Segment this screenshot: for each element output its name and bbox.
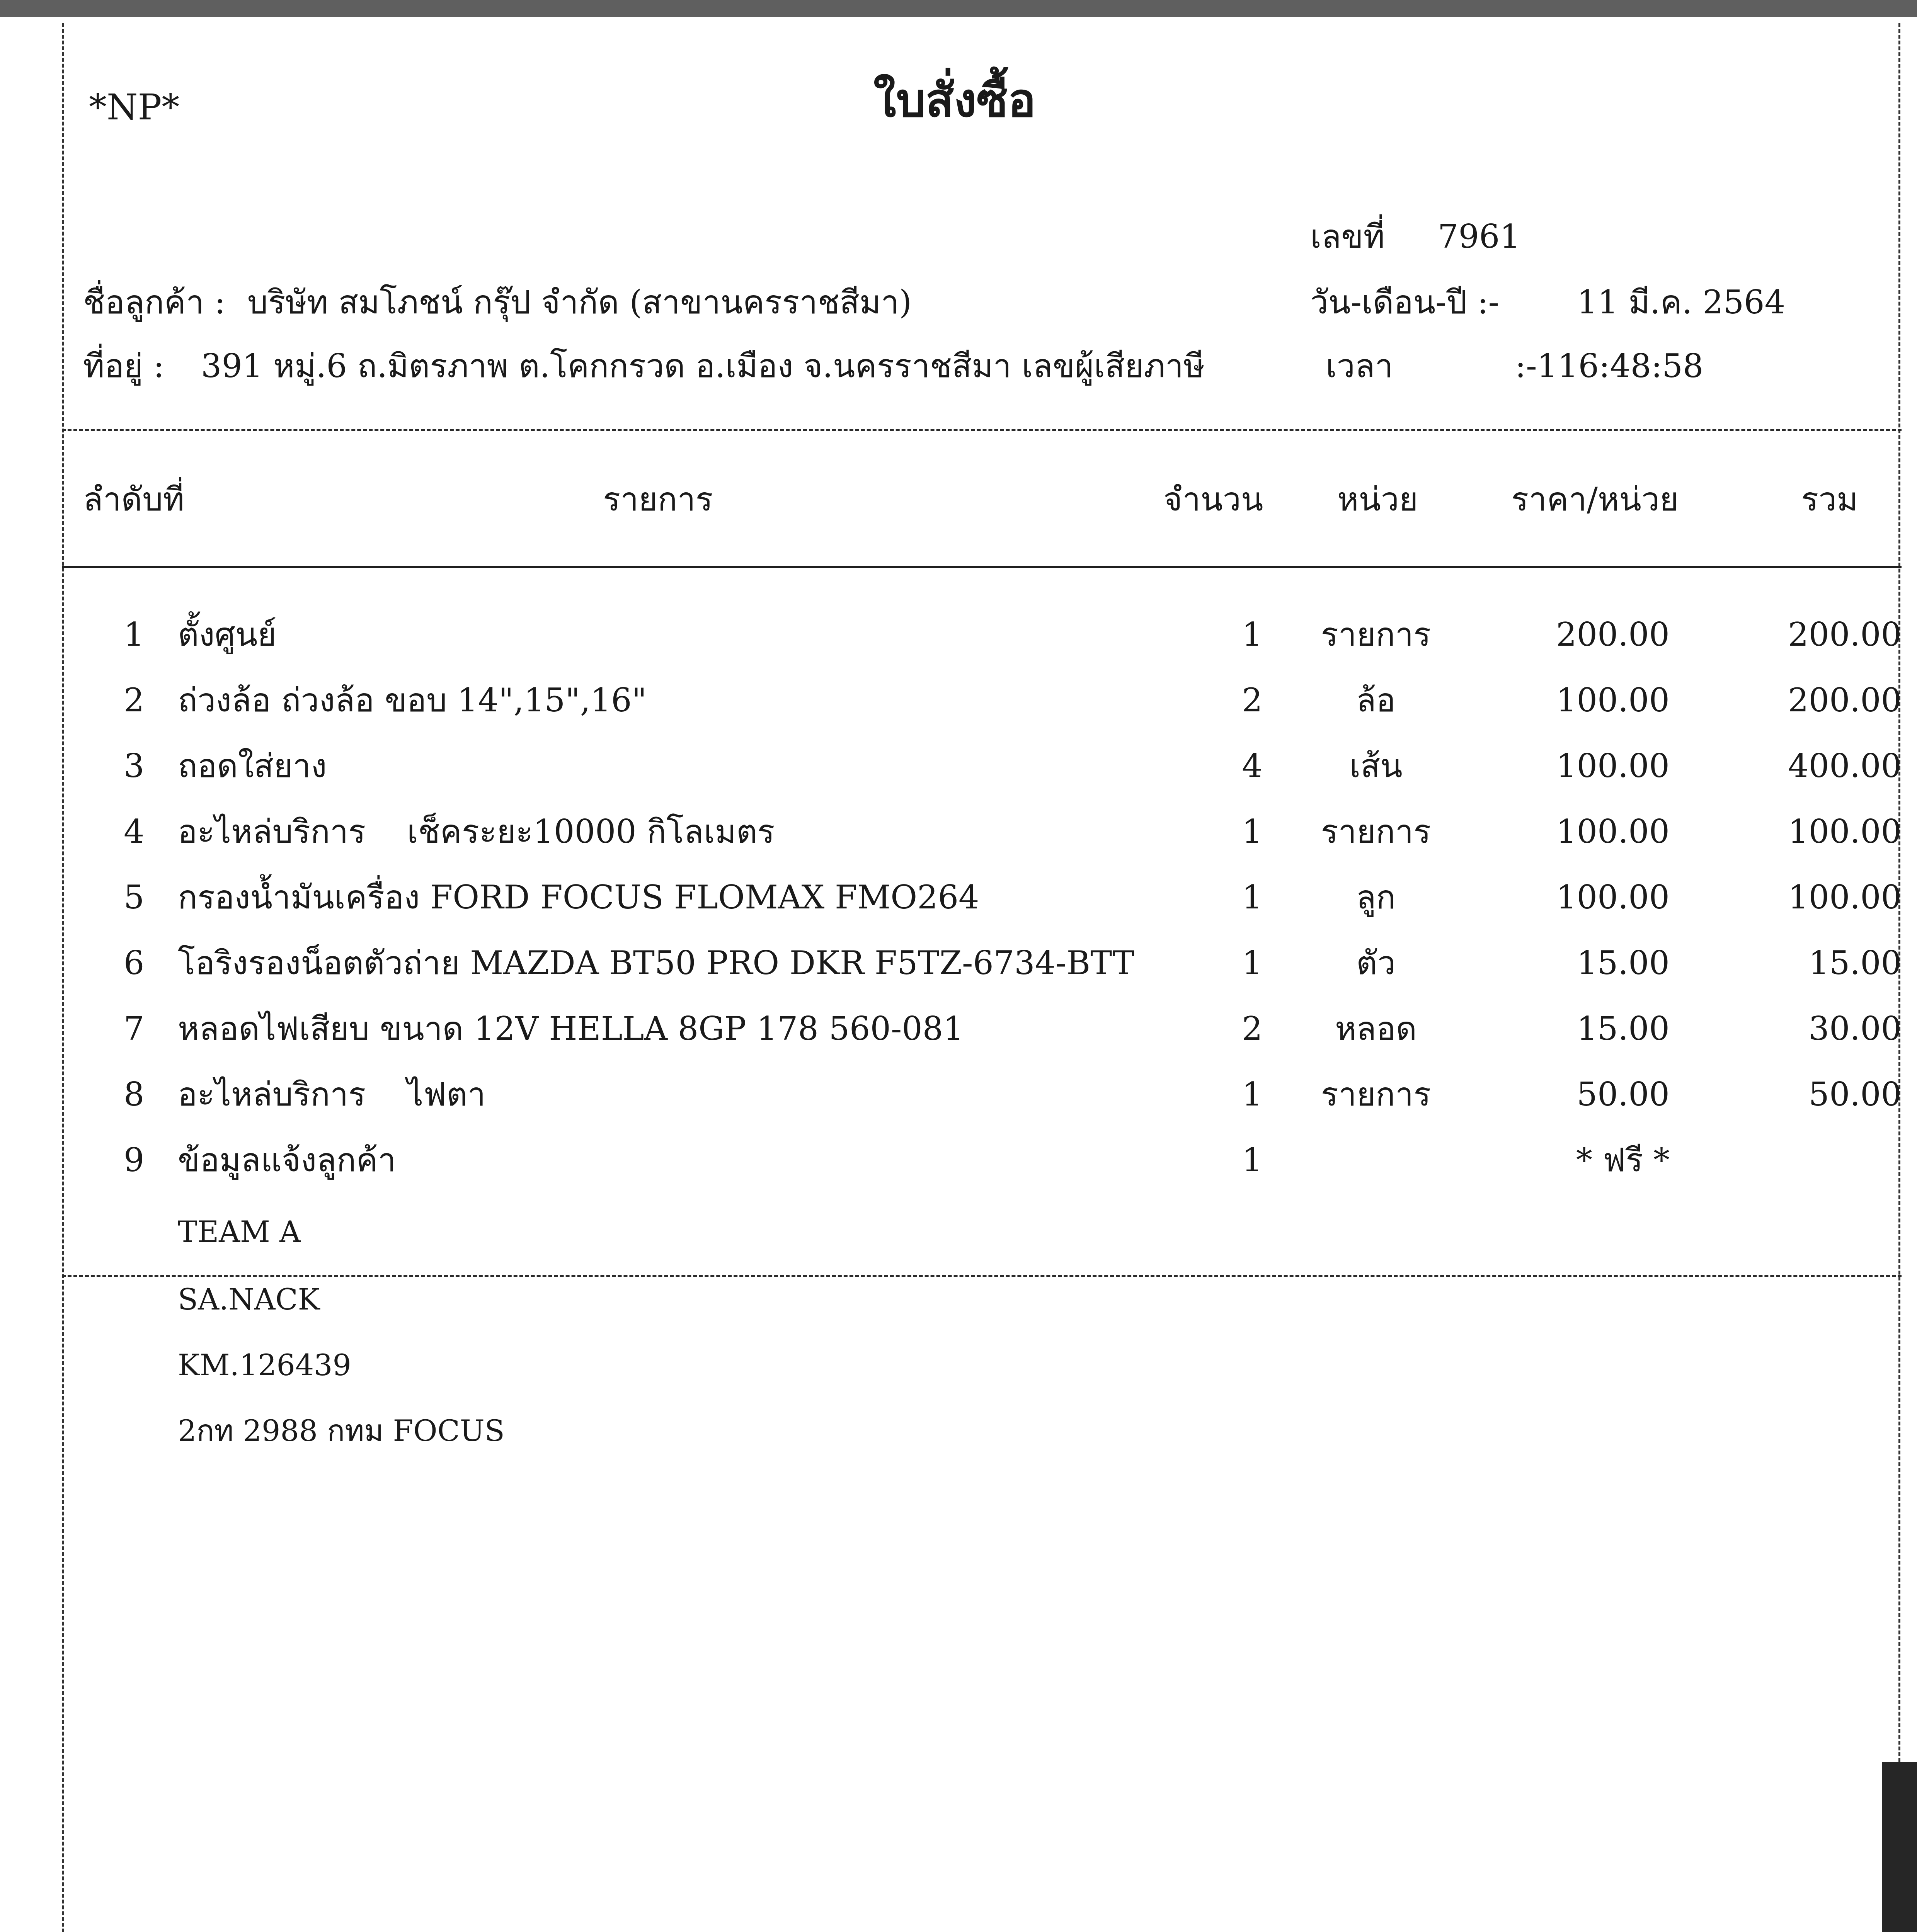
row-total: 400.00 [1788,747,1902,785]
row-total: 200.00 [1788,616,1902,653]
row-desc: ข้อมูลแจ้งลูกค้า [178,1141,396,1179]
doc-number: 7961 [1438,218,1520,255]
note-line: TEAM A [178,1214,301,1249]
row-qty: 1 [1242,944,1263,982]
col-header-unit: หน่วย [1337,480,1418,518]
table-row [0,1141,1917,1186]
row-no: 4 [124,813,145,850]
row-unit: ตัว [1356,944,1396,982]
col-header-price: ราคา/หน่วย [1511,480,1679,518]
notes-divider [62,1275,1902,1277]
note-line: SA.NACK [178,1282,320,1316]
header-divider [62,429,1902,431]
scan-top-edge [0,0,1917,17]
row-no: 1 [124,616,145,653]
row-qty: 1 [1242,1075,1263,1113]
row-price: 100.00 [1556,681,1670,719]
col-header-qty: จำนวน [1163,480,1263,518]
row-desc: ถ่วงล้อ ถ่วงล้อ ขอบ 14",15",16" [178,681,647,719]
row-total: 200.00 [1788,681,1902,719]
note-line: 2กท 2988 กทม FOCUS [178,1413,505,1448]
row-price: 15.00 [1577,1010,1670,1048]
table-row [0,1075,1917,1121]
address-label: ที่อยู่ : [83,347,165,385]
row-no: 5 [124,878,145,916]
row-unit: ล้อ [1356,681,1396,719]
table-row [0,681,1917,726]
col-header-total: รวม [1801,480,1858,518]
row-total: 30.00 [1808,1010,1902,1048]
row-no: 3 [124,747,145,785]
customer-label: ชื่อลูกค้า : [83,283,226,321]
doc-number-label: เลขที่ [1310,218,1385,255]
customer-name: บริษัท สมโภชน์ กรุ๊ป จำกัด (สาขานครราชสีมา) [247,283,912,321]
row-unit: รายการ [1321,616,1431,653]
scan-right-shadow [1882,1762,1917,1932]
table-header-divider [62,566,1902,568]
note-line: KM.126439 [178,1348,351,1382]
table-row [0,747,1917,792]
table-row [0,815,1917,858]
row-price: 100.00 [1556,747,1670,785]
table-row [0,944,1917,989]
row-unit: ลูก [1356,878,1396,916]
table-row [0,878,1917,923]
row-desc: กรองน้ำมันเครื่อง FORD FOCUS FLOMAX FMO264 [178,878,979,916]
row-qty: 1 [1242,616,1263,653]
row-unit: รายการ [1321,1075,1431,1113]
row-no: 6 [124,944,145,982]
col-header-desc: รายการ [603,480,713,518]
row-qty: 1 [1242,813,1263,850]
address-value: 391 หมู่.6 ถ.มิตรภาพ ต.โคกกรวด อ.เมือง จ.นครราชสีมา เลขผู้เสียภาษี [201,347,1205,385]
row-no: 7 [124,1010,145,1048]
row-no: 2 [124,681,145,719]
row-desc: โอริงรองน็อตตัวถ่าย MAZDA BT50 PRO DKR F5TZ-6734-BTT [178,944,1134,982]
table-row [0,618,1917,661]
row-qty: 1 [1242,878,1263,916]
row-qty: 4 [1242,747,1263,785]
row-unit: เส้น [1349,747,1403,785]
row-no: 8 [124,1075,145,1113]
row-total: 100.00 [1788,878,1902,916]
row-price: 200.00 [1556,616,1670,653]
row-desc: ถอดใส่ยาง [178,747,327,785]
row-price: 100.00 [1556,878,1670,916]
row-total: 50.00 [1808,1075,1902,1113]
row-no: 9 [124,1141,145,1179]
row-total: 100.00 [1788,813,1902,850]
table-row [0,1012,1917,1055]
row-qty: 2 [1242,681,1263,719]
row-unit: รายการ [1321,813,1431,850]
date-label: วัน-เดือน-ปี :- [1310,283,1500,321]
row-desc: หลอดไฟเสียบ ขนาด 12V HELLA 8GP 178 560-081 [178,1010,964,1048]
row-desc: อะไหล่บริการ ไฟตา [178,1075,486,1113]
row-price: * ฟรี * [1576,1141,1670,1179]
row-unit: หลอด [1335,1010,1417,1048]
date-value: 11 มี.ค. 2564 [1577,283,1786,321]
row-qty: 1 [1242,1141,1263,1179]
row-price: 50.00 [1577,1075,1670,1113]
doc-code: *NP* [89,87,180,128]
row-qty: 2 [1242,1010,1263,1048]
row-price: 15.00 [1577,944,1670,982]
doc-title: ใบสั่งซื้อ [873,73,1036,128]
row-desc: อะไหล่บริการ เช็คระยะ10000 กิโลเมตร [178,813,775,850]
time-value: :-116:48:58 [1515,347,1704,385]
row-desc: ตั้งศูนย์ [178,616,277,653]
col-header-no: ลำดับที่ [83,480,184,518]
row-price: 100.00 [1556,813,1670,850]
row-total: 15.00 [1808,944,1902,982]
time-label: เวลา [1326,347,1393,385]
